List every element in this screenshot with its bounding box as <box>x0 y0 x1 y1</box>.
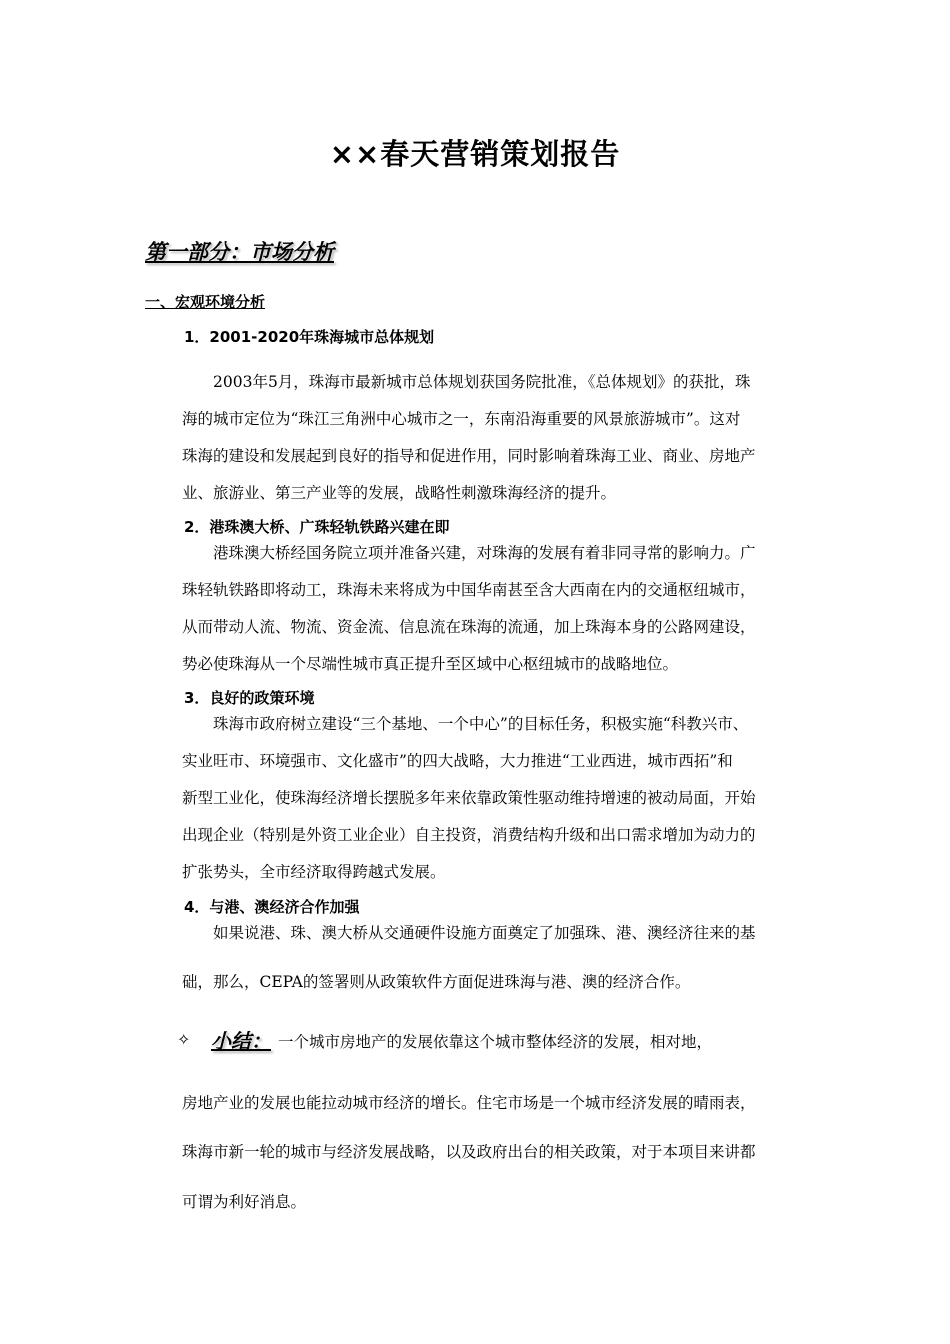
summary-line: 房地产业的发展也能拉动城市经济的增长。住宅市场是一个城市经济发展的晴雨表， <box>182 1094 756 1112</box>
summary-line: 珠海市新一轮的城市与经济发展战略，以及政府出台的相关政策，对于本项目来讲都 <box>182 1143 756 1161</box>
summary-bullet-icon: ✧ <box>177 1030 191 1049</box>
paragraph-line: 实业旺市、环境强市、文化盛市”的四大战略，大力推进“工业西进，城市西拓”和 <box>182 752 733 770</box>
paragraph-line: 业、旅游业、第三产业等的发展，战略性刺激珠海经济的提升。 <box>182 484 617 502</box>
summary-line: 一个城市房地产的发展依靠这个城市整体经济的发展，相对地， <box>278 1033 713 1051</box>
document-title: ××春天营销策划报告 <box>329 137 621 171</box>
paragraph-line: 海的城市定位为“珠江三角洲中心城市之一，东南沿海重要的风景旅游城市”。这对 <box>182 410 741 428</box>
subsection-heading-1: 1．2001-2020年珠海城市总体规划 <box>184 328 435 346</box>
subsection-heading-4: 4．与港、澳经济合作加强 <box>184 898 360 916</box>
paragraph-line: 港珠澳大桥经国务院立项并准备兴建，对珠海的发展有着非同寻常的影响力。广 <box>182 544 756 562</box>
section-heading: 一、宏观环境分析 <box>145 293 266 311</box>
summary-line: 可谓为利好消息。 <box>182 1193 307 1211</box>
paragraph-line: 出现企业（特别是外资工业企业）自主投资，消费结构升级和出口需求增加为动力的 <box>182 826 756 844</box>
subsection-heading-3: 3．良好的政策环境 <box>184 689 315 707</box>
paragraph-line: 珠海市政府树立建设“三个基地、一个中心”的目标任务，积极实施“科教兴市、 <box>182 715 749 733</box>
summary-label: 小结： <box>211 1029 271 1053</box>
paragraph-line: 从而带动人流、物流、资金流、信息流在珠海的流通，加上珠海本身的公路网建设， <box>182 618 756 636</box>
paragraph-line: 扩张势头，全市经济取得跨越式发展。 <box>182 863 446 881</box>
part-heading: 第一部分：市场分析 <box>145 240 334 264</box>
paragraph-line: 珠轻轨铁路即将动工，珠海未来将成为中国华南甚至含大西南在内的交通枢纽城市， <box>182 581 756 599</box>
paragraph-line: 势必使珠海从一个尽端性城市真正提升至区域中心枢纽城市的战略地位。 <box>182 655 679 673</box>
paragraph-line: 珠海的建设和发展起到良好的指导和促进作用，同时影响着珠海工业、商业、房地产 <box>182 447 756 465</box>
paragraph-line: 础，那么，CEPA的签署则从政策软件方面促进珠海与港、澳的经济合作。 <box>182 973 691 991</box>
paragraph-line: 新型工业化，使珠海经济增长摆脱多年来依靠政策性驱动维持增速的被动局面，开始 <box>182 789 756 807</box>
paragraph-line: 2003年5月，珠海市最新城市总体规划获国务院批准，《总体规划》的获批，珠 <box>182 373 751 391</box>
paragraph-line: 如果说港、珠、澳大桥从交通硬件设施方面奠定了加强珠、港、澳经济往来的基 <box>182 924 756 942</box>
subsection-heading-2: 2．港珠澳大桥、广珠轻轨铁路兴建在即 <box>184 518 450 536</box>
